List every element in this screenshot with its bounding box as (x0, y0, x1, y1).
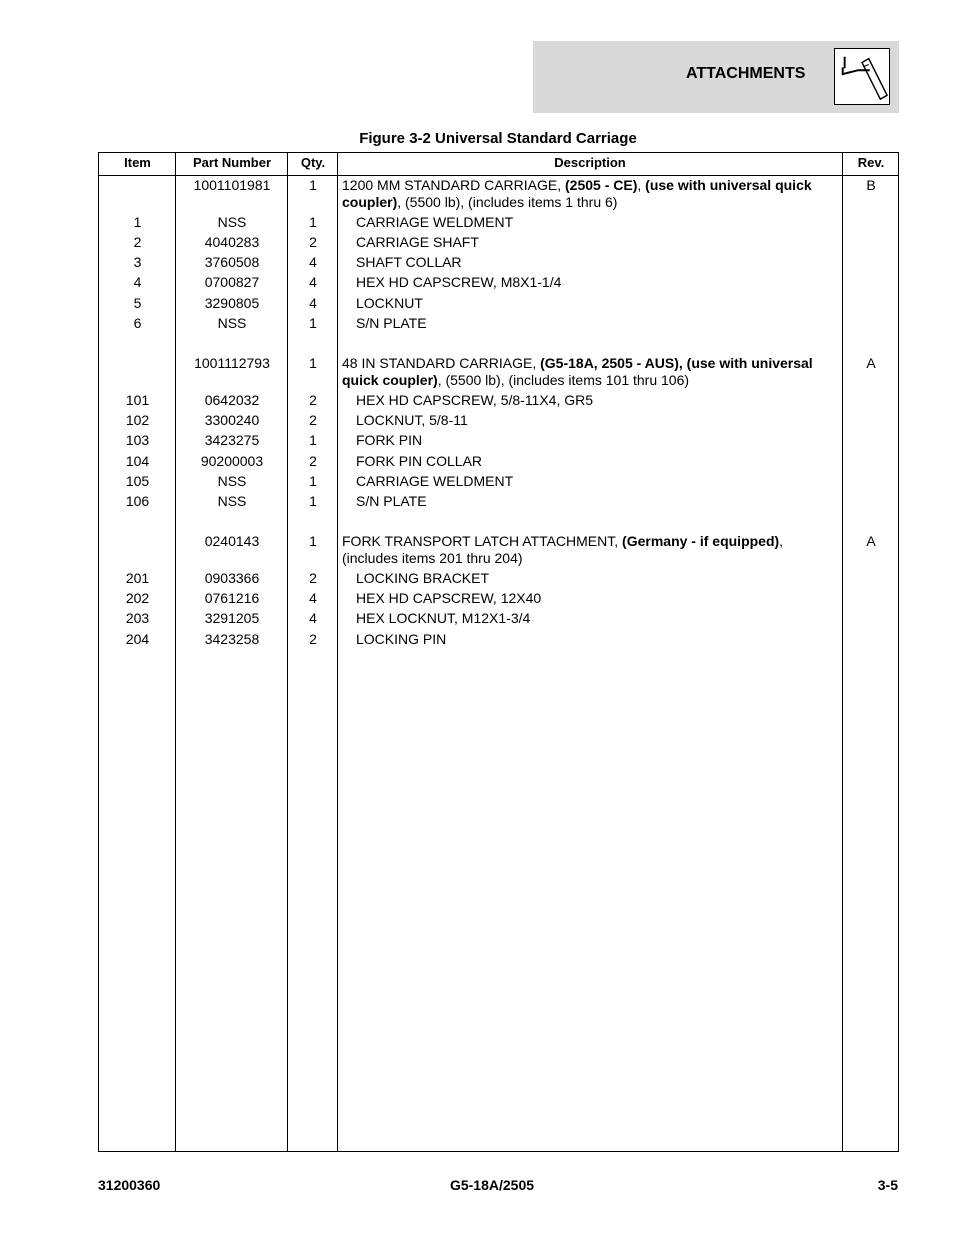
item-number: 203 (125, 610, 150, 626)
part-number: 3423275 (204, 432, 260, 448)
item-number: 2 (133, 234, 142, 250)
item-number: 202 (125, 590, 150, 606)
part-number: 3760508 (204, 254, 260, 270)
quantity: 1 (309, 177, 317, 193)
part-number: NSS (217, 493, 247, 509)
description: CARRIAGE WELDMENT (356, 214, 514, 230)
item-number: 105 (125, 473, 150, 489)
quantity: 4 (309, 254, 317, 270)
part-number: 0240143 (204, 533, 260, 549)
section-title: ATTACHMENTS (686, 65, 806, 82)
column-header-part-number: Part Number (192, 155, 272, 170)
description: LOCKING PIN (356, 631, 447, 647)
description: LOCKING BRACKET (356, 570, 490, 586)
footer-page-number: 3-5 (877, 1177, 898, 1193)
description: S/N PLATE (356, 493, 427, 509)
description: FORK PIN (356, 432, 423, 448)
description: 48 IN STANDARD CARRIAGE, (G5-18A, 2505 - AUS), (use with universal quick coupler), (5500 lb), (includes items 101 thru 106) (342, 355, 813, 388)
item-number: 101 (125, 392, 150, 408)
column-header-item: Item (124, 155, 151, 170)
quantity: 2 (309, 392, 317, 408)
quantity: 1 (309, 315, 317, 331)
part-number: NSS (217, 473, 247, 489)
part-number: 0700827 (204, 274, 260, 290)
part-number: 90200003 (200, 453, 264, 469)
item-number: 6 (133, 315, 142, 331)
part-number: 3300240 (204, 412, 260, 428)
quantity: 1 (309, 473, 317, 489)
revision: A (866, 355, 876, 371)
item-number: 201 (125, 570, 150, 586)
description: 1200 MM STANDARD CARRIAGE, (2505 - CE), (use with universal quick coupler), (5500 lb), (includes items 1 thru 6) (342, 177, 812, 210)
revision: B (866, 177, 876, 193)
footer-model: G5-18A/2505 (449, 1177, 535, 1193)
description: S/N PLATE (356, 315, 427, 331)
description: HEX LOCKNUT, M12X1-3/4 (356, 610, 531, 626)
quantity: 2 (309, 412, 317, 428)
quantity: 1 (309, 432, 317, 448)
part-number: 0642032 (204, 392, 260, 408)
description: HEX HD CAPSCREW, 5/8-11X4, GR5 (356, 392, 594, 408)
part-number: 3291205 (204, 610, 260, 626)
revision: A (866, 533, 876, 549)
item-number: 204 (125, 631, 150, 647)
quantity: 1 (309, 214, 317, 230)
quantity: 4 (309, 610, 317, 626)
figure-title: Figure 3-2 Universal Standard Carriage (359, 130, 637, 147)
quantity: 1 (309, 355, 317, 371)
part-number: 4040283 (204, 234, 260, 250)
quantity: 2 (309, 631, 317, 647)
quantity: 4 (309, 590, 317, 606)
item-number: 1 (133, 214, 142, 230)
item-number: 3 (133, 254, 142, 270)
description: HEX HD CAPSCREW, 12X40 (356, 590, 542, 606)
description: LOCKNUT (356, 295, 423, 311)
column-header-rev: Rev. (857, 155, 885, 170)
quantity: 1 (309, 533, 317, 549)
item-number: 102 (125, 412, 150, 428)
description: CARRIAGE WELDMENT (356, 473, 514, 489)
description: SHAFT COLLAR (356, 254, 462, 270)
quantity: 4 (309, 274, 317, 290)
part-number: 0761216 (204, 590, 260, 606)
quantity: 2 (309, 570, 317, 586)
parts-table (98, 152, 899, 1152)
part-number: 1001101981 (193, 177, 271, 193)
quantity: 2 (309, 234, 317, 250)
column-header-qty: Qty. (300, 155, 326, 170)
quantity: 1 (309, 493, 317, 509)
item-number: 106 (125, 493, 150, 509)
item-number: 5 (133, 295, 142, 311)
item-number: 104 (125, 453, 150, 469)
column-header-description: Description (554, 155, 626, 170)
description: FORK TRANSPORT LATCH ATTACHMENT, (Germany - if equipped), (includes items 201 thru 204) (342, 533, 784, 566)
description: LOCKNUT, 5/8-11 (356, 412, 468, 428)
description: HEX HD CAPSCREW, M8X1-1/4 (356, 274, 562, 290)
part-number: 3423258 (204, 631, 260, 647)
item-number: 4 (133, 274, 142, 290)
description: FORK PIN COLLAR (356, 453, 483, 469)
item-number: 103 (125, 432, 150, 448)
quantity: 4 (309, 295, 317, 311)
description: CARRIAGE SHAFT (356, 234, 479, 250)
part-number: 3290805 (204, 295, 260, 311)
part-number: 1001112793 (194, 355, 270, 371)
attachment-fork-icon (834, 48, 890, 105)
quantity: 2 (309, 453, 317, 469)
part-number: NSS (217, 315, 247, 331)
part-number: 0903366 (204, 570, 260, 586)
footer-document-number: 31200360 (98, 1177, 161, 1193)
part-number: NSS (217, 214, 247, 230)
